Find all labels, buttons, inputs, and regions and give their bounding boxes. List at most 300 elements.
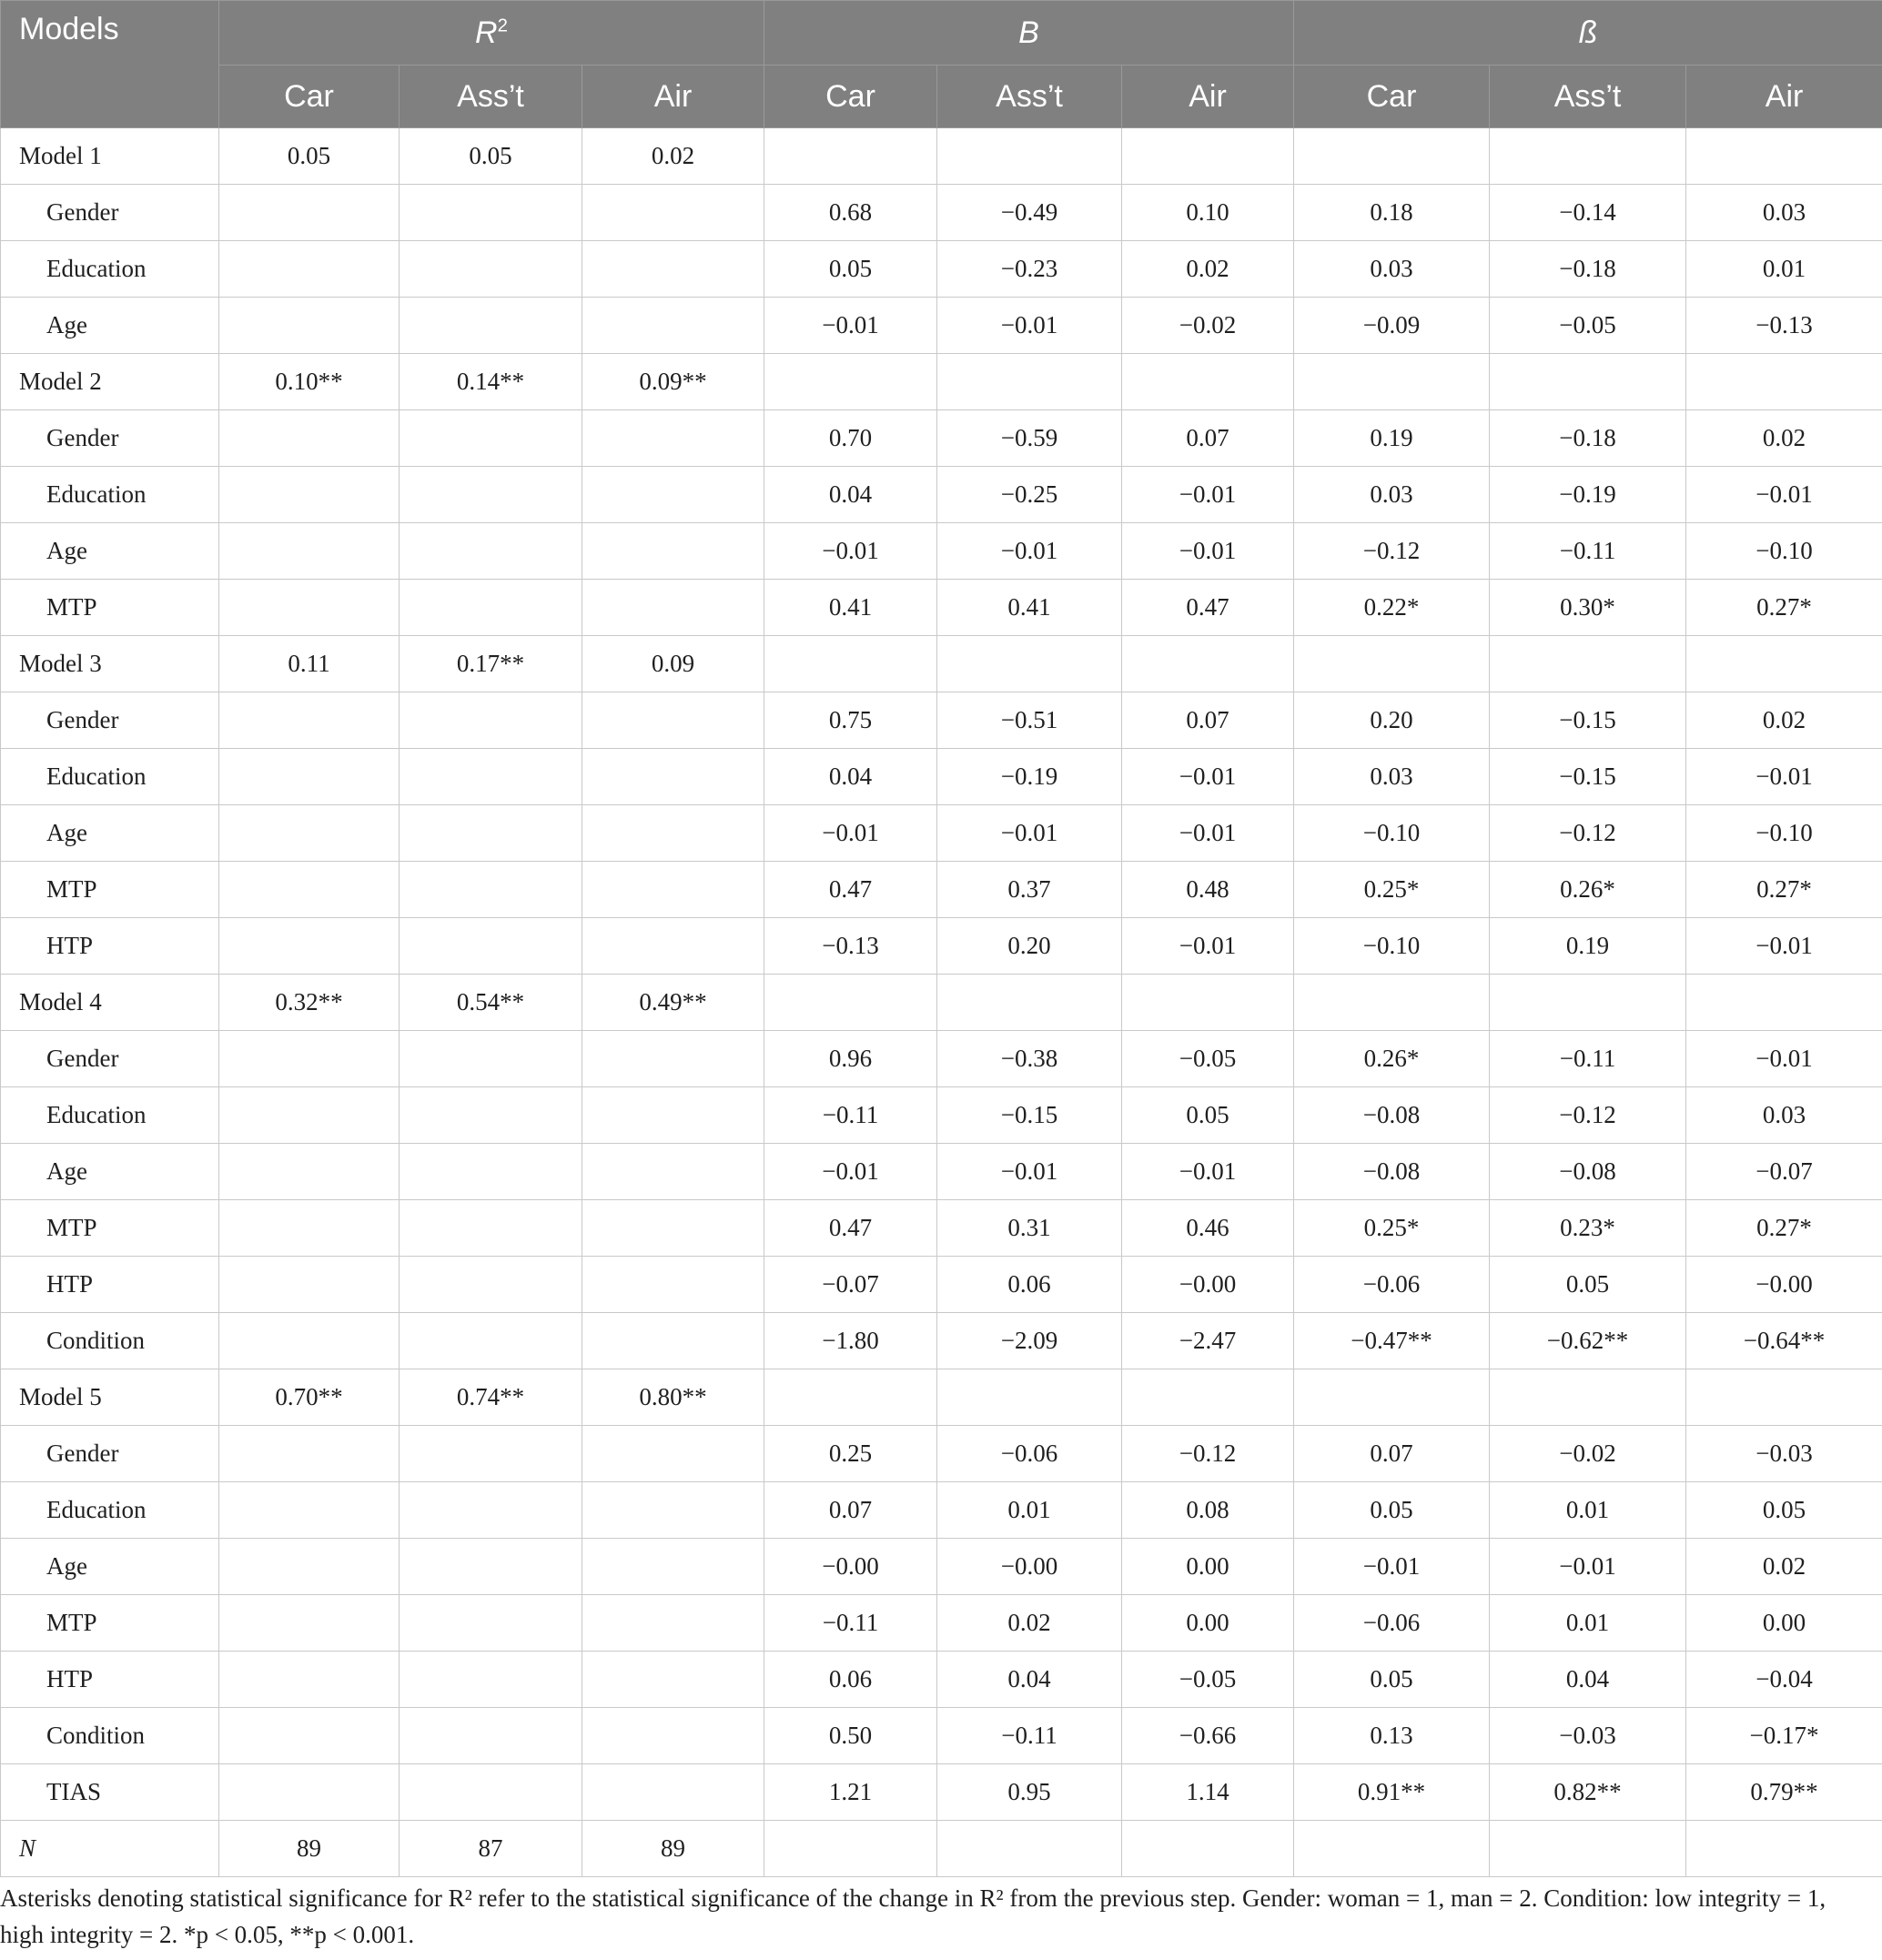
b-cell: −0.15 [937, 1087, 1122, 1144]
r2-cell [219, 749, 400, 805]
b-cell: 0.75 [764, 692, 937, 749]
row-label: Education [1, 1087, 219, 1144]
r2-cell: 0.70** [219, 1369, 400, 1426]
beta-cell: −0.01 [1490, 1539, 1686, 1595]
row-label: N [1, 1821, 219, 1877]
b-cell: 0.00 [1122, 1539, 1294, 1595]
r2-cell [400, 805, 582, 862]
b-cell: 0.04 [764, 749, 937, 805]
subcolumn-air: Air [582, 66, 764, 128]
r2-cell [400, 1313, 582, 1369]
r2-cell [400, 1144, 582, 1200]
r2-cell [400, 1257, 582, 1313]
r2-cell: 0.09** [582, 354, 764, 410]
group-label: B [1018, 15, 1039, 50]
model-row [1, 636, 1882, 692]
row-label: Model 3 [1, 636, 219, 692]
r2-cell: 0.05 [219, 128, 400, 185]
r2-cell: 0.02 [582, 128, 764, 185]
r2-cell [582, 1144, 764, 1200]
b-cell: −1.80 [764, 1313, 937, 1369]
subcolumn-asst: Ass’t [1490, 66, 1686, 128]
row-label: HTP [1, 1257, 219, 1313]
b-cell: 0.07 [764, 1482, 937, 1539]
r2-cell [219, 523, 400, 580]
beta-cell: 0.03 [1294, 467, 1490, 523]
predictor-row [1, 1482, 1882, 1539]
model-row [1, 975, 1882, 1031]
r2-cell [219, 1031, 400, 1087]
r2-cell [219, 1539, 400, 1595]
b-cell: −0.01 [937, 523, 1122, 580]
r2-cell: 87 [400, 1821, 582, 1877]
r2-cell: 89 [219, 1821, 400, 1877]
b-cell [1122, 128, 1294, 185]
beta-cell [1294, 636, 1490, 692]
r2-cell [219, 298, 400, 354]
beta-cell: 0.05 [1686, 1482, 1882, 1539]
group-label: R [475, 15, 498, 50]
b-cell: −0.11 [937, 1708, 1122, 1764]
b-cell: 0.46 [1122, 1200, 1294, 1257]
beta-cell: −0.08 [1294, 1087, 1490, 1144]
beta-cell [1294, 1369, 1490, 1426]
r2-cell [400, 298, 582, 354]
beta-cell: 0.01 [1490, 1595, 1686, 1652]
row-label: Education [1, 241, 219, 298]
r2-cell [219, 1144, 400, 1200]
beta-cell: −0.03 [1490, 1708, 1686, 1764]
beta-cell: 0.02 [1686, 692, 1882, 749]
beta-cell: −0.10 [1294, 805, 1490, 862]
beta-cell: −0.11 [1490, 523, 1686, 580]
b-cell: −0.01 [1122, 805, 1294, 862]
r2-cell [400, 1087, 582, 1144]
b-cell: −2.47 [1122, 1313, 1294, 1369]
b-cell: −0.19 [937, 749, 1122, 805]
subcolumn-asst: Ass’t [400, 66, 582, 128]
beta-cell: −0.07 [1686, 1144, 1882, 1200]
r2-cell [219, 467, 400, 523]
beta-cell: 0.26* [1294, 1031, 1490, 1087]
beta-cell: 0.05 [1294, 1652, 1490, 1708]
beta-cell: −0.15 [1490, 692, 1686, 749]
predictor-row [1, 1200, 1882, 1257]
beta-cell [1294, 975, 1490, 1031]
r2-cell [219, 805, 400, 862]
table-footnote: Asterisks denoting statistical significance for R² refer to the statistical significance of the change in R² from the previous step. Gender: woman = 1, man = 2. Condition: low integrity = 1, high integrity = 2. *p < 0.05, **p < 0.001. [0, 1884, 1826, 1948]
b-cell [937, 1369, 1122, 1426]
row-label: Model 4 [1, 975, 219, 1031]
b-cell: 0.41 [764, 580, 937, 636]
beta-cell: 0.82** [1490, 1764, 1686, 1821]
b-cell [764, 636, 937, 692]
b-cell: 0.96 [764, 1031, 937, 1087]
r2-cell [582, 1257, 764, 1313]
b-cell [764, 1821, 937, 1877]
row-label: Condition [1, 1313, 219, 1369]
b-cell: 0.01 [937, 1482, 1122, 1539]
r2-cell [582, 185, 764, 241]
r2-cell [582, 1539, 764, 1595]
row-label: Age [1, 523, 219, 580]
beta-cell: 0.79** [1686, 1764, 1882, 1821]
b-cell: −0.11 [764, 1087, 937, 1144]
b-cell: 0.70 [764, 410, 937, 467]
subcolumn-air: Air [1686, 66, 1882, 128]
row-label: Age [1, 1144, 219, 1200]
row-label: Gender [1, 185, 219, 241]
r2-cell: 0.54** [400, 975, 582, 1031]
b-cell: −0.00 [764, 1539, 937, 1595]
beta-cell: 0.30* [1490, 580, 1686, 636]
b-cell: 0.41 [937, 580, 1122, 636]
b-cell: −0.05 [1122, 1031, 1294, 1087]
predictor-row [1, 1144, 1882, 1200]
r2-cell [582, 862, 764, 918]
beta-cell [1490, 1821, 1686, 1877]
b-cell: 0.10 [1122, 185, 1294, 241]
predictor-row [1, 185, 1882, 241]
predictor-row [1, 241, 1882, 298]
r2-cell [400, 467, 582, 523]
b-cell: 0.04 [764, 467, 937, 523]
row-label: TIAS [1, 1764, 219, 1821]
r2-cell [400, 1200, 582, 1257]
beta-cell [1490, 975, 1686, 1031]
b-cell: −0.01 [937, 805, 1122, 862]
r2-cell [219, 1482, 400, 1539]
row-label: MTP [1, 862, 219, 918]
b-cell [1122, 1821, 1294, 1877]
b-cell: −0.01 [764, 805, 937, 862]
beta-cell: 0.20 [1294, 692, 1490, 749]
beta-cell [1686, 636, 1882, 692]
row-label: Model 1 [1, 128, 219, 185]
beta-cell: 0.03 [1686, 185, 1882, 241]
beta-cell [1294, 354, 1490, 410]
beta-cell: 0.03 [1686, 1087, 1882, 1144]
sample-size-row [1, 1821, 1882, 1877]
b-cell: −0.01 [1122, 749, 1294, 805]
r2-cell [219, 918, 400, 975]
b-cell [937, 1821, 1122, 1877]
beta-group-header [1294, 1, 1882, 66]
b-cell: −0.01 [937, 1144, 1122, 1200]
r2-cell [219, 692, 400, 749]
models-column-header: Models [1, 1, 219, 128]
r2-cell [400, 1764, 582, 1821]
r2-cell: 0.32** [219, 975, 400, 1031]
beta-cell: 0.26* [1490, 862, 1686, 918]
subcolumn-car: Car [219, 66, 400, 128]
b-cell: −0.51 [937, 692, 1122, 749]
beta-cell: −0.18 [1490, 241, 1686, 298]
b-cell: −0.38 [937, 1031, 1122, 1087]
r2-cell [400, 862, 582, 918]
b-cell: 0.05 [764, 241, 937, 298]
b-cell: 0.02 [1122, 241, 1294, 298]
r2-cell: 0.14** [400, 354, 582, 410]
beta-cell: −0.19 [1490, 467, 1686, 523]
b-cell: −0.05 [1122, 1652, 1294, 1708]
beta-cell: 0.05 [1294, 1482, 1490, 1539]
beta-cell: −0.10 [1686, 805, 1882, 862]
b-cell: 0.02 [937, 1595, 1122, 1652]
b-cell: −0.11 [764, 1595, 937, 1652]
row-label: Gender [1, 1426, 219, 1482]
r2-cell [400, 1595, 582, 1652]
predictor-row [1, 1313, 1882, 1369]
r2-cell [400, 185, 582, 241]
beta-cell: −0.01 [1686, 467, 1882, 523]
row-label: Model 2 [1, 354, 219, 410]
predictor-row [1, 298, 1882, 354]
predictor-row [1, 1708, 1882, 1764]
r2-cell [400, 749, 582, 805]
beta-cell: −0.10 [1294, 918, 1490, 975]
beta-cell: −0.01 [1686, 918, 1882, 975]
model-row [1, 354, 1882, 410]
r2-cell [400, 1426, 582, 1482]
b-cell [1122, 975, 1294, 1031]
beta-cell: 0.27* [1686, 862, 1882, 918]
b-cell: 1.21 [764, 1764, 937, 1821]
beta-cell: −0.01 [1686, 1031, 1882, 1087]
b-cell: −0.00 [1122, 1257, 1294, 1313]
b-cell [937, 128, 1122, 185]
b-cell: 0.06 [764, 1652, 937, 1708]
table-header [1, 1, 1882, 128]
r2-cell [219, 410, 400, 467]
b-cell: 0.50 [764, 1708, 937, 1764]
r2-cell [582, 1764, 764, 1821]
row-label: MTP [1, 1595, 219, 1652]
r2-cell: 0.10** [219, 354, 400, 410]
predictor-row [1, 1539, 1882, 1595]
beta-cell [1490, 354, 1686, 410]
r2-cell [400, 918, 582, 975]
r2-cell [582, 580, 764, 636]
b-cell: −0.01 [1122, 523, 1294, 580]
beta-cell: 0.19 [1490, 918, 1686, 975]
row-label: MTP [1, 580, 219, 636]
beta-cell: 0.91** [1294, 1764, 1490, 1821]
beta-cell: 0.07 [1294, 1426, 1490, 1482]
predictor-row [1, 580, 1882, 636]
r2-cell: 0.74** [400, 1369, 582, 1426]
subcolumn-car: Car [764, 66, 937, 128]
r2-cell: 0.11 [219, 636, 400, 692]
b-cell [937, 636, 1122, 692]
predictor-row [1, 1031, 1882, 1087]
predictor-row [1, 523, 1882, 580]
model-row [1, 1369, 1882, 1426]
b-cell: 0.20 [937, 918, 1122, 975]
b-cell [1122, 636, 1294, 692]
row-label: Education [1, 749, 219, 805]
row-label: Age [1, 298, 219, 354]
b-cell: 0.47 [764, 1200, 937, 1257]
r2-cell [582, 1200, 764, 1257]
row-label: Education [1, 467, 219, 523]
r2-cell [582, 1031, 764, 1087]
beta-cell: −0.01 [1686, 749, 1882, 805]
beta-cell: −0.05 [1490, 298, 1686, 354]
r2-cell: 0.17** [400, 636, 582, 692]
b-cell: 0.31 [937, 1200, 1122, 1257]
b-cell: −0.49 [937, 185, 1122, 241]
model-row [1, 128, 1882, 185]
beta-cell: −0.12 [1294, 523, 1490, 580]
r2-cell [219, 241, 400, 298]
b-cell: 0.37 [937, 862, 1122, 918]
r2-cell [582, 298, 764, 354]
r2-cell [582, 692, 764, 749]
predictor-row [1, 1652, 1882, 1708]
b-cell: 0.95 [937, 1764, 1122, 1821]
beta-cell: −0.01 [1294, 1539, 1490, 1595]
r2-cell [219, 1200, 400, 1257]
predictor-row [1, 1426, 1882, 1482]
beta-cell: 0.03 [1294, 749, 1490, 805]
r2-cell [219, 1087, 400, 1144]
r2-cell: 0.80** [582, 1369, 764, 1426]
b-cell: 0.48 [1122, 862, 1294, 918]
beta-cell: 0.04 [1490, 1652, 1686, 1708]
beta-cell: −0.14 [1490, 185, 1686, 241]
b-cell: 0.25 [764, 1426, 937, 1482]
b-cell: 0.05 [1122, 1087, 1294, 1144]
predictor-row [1, 918, 1882, 975]
r2-cell: 0.49** [582, 975, 764, 1031]
row-label: Age [1, 1539, 219, 1595]
beta-cell: 0.00 [1686, 1595, 1882, 1652]
b-cell: 0.07 [1122, 410, 1294, 467]
row-label: Gender [1, 410, 219, 467]
r2-cell [219, 1652, 400, 1708]
b-cell: 0.04 [937, 1652, 1122, 1708]
row-label: Condition [1, 1708, 219, 1764]
beta-cell: −0.08 [1294, 1144, 1490, 1200]
r2-cell [400, 692, 582, 749]
beta-cell [1686, 1369, 1882, 1426]
beta-cell [1686, 975, 1882, 1031]
row-label: Gender [1, 1031, 219, 1087]
r2-cell [582, 1087, 764, 1144]
beta-cell [1490, 636, 1686, 692]
beta-cell: 0.22* [1294, 580, 1490, 636]
b-cell: −0.01 [1122, 467, 1294, 523]
r2-cell [219, 1764, 400, 1821]
beta-cell: 0.01 [1686, 241, 1882, 298]
beta-cell: −0.06 [1294, 1595, 1490, 1652]
beta-cell: −0.10 [1686, 523, 1882, 580]
r2-cell [582, 1426, 764, 1482]
r2-cell [400, 523, 582, 580]
beta-cell: −0.04 [1686, 1652, 1882, 1708]
beta-cell: −0.13 [1686, 298, 1882, 354]
b-cell [937, 354, 1122, 410]
beta-cell: 0.03 [1294, 241, 1490, 298]
r2-cell [582, 467, 764, 523]
table-body [1, 128, 1882, 1877]
predictor-row [1, 692, 1882, 749]
beta-cell: −0.15 [1490, 749, 1686, 805]
predictor-row [1, 410, 1882, 467]
r2-cell [219, 1257, 400, 1313]
beta-cell: 0.19 [1294, 410, 1490, 467]
row-label: Age [1, 805, 219, 862]
beta-cell: −0.12 [1490, 805, 1686, 862]
b-cell [1122, 354, 1294, 410]
b-cell: 0.06 [937, 1257, 1122, 1313]
b-cell: −0.13 [764, 918, 937, 975]
group-label: ß [1578, 15, 1598, 50]
b-cell: −2.09 [937, 1313, 1122, 1369]
predictor-row [1, 805, 1882, 862]
beta-cell: 0.25* [1294, 862, 1490, 918]
b-cell: 0.07 [1122, 692, 1294, 749]
r2-cell [582, 410, 764, 467]
r2-cell [582, 523, 764, 580]
beta-cell [1686, 1821, 1882, 1877]
header-subcolumn-row [1, 66, 1882, 128]
predictor-row [1, 1087, 1882, 1144]
beta-cell: −0.11 [1490, 1031, 1686, 1087]
predictor-row [1, 1257, 1882, 1313]
beta-cell: 0.25* [1294, 1200, 1490, 1257]
r2-cell [582, 918, 764, 975]
r2-cell [582, 241, 764, 298]
b-cell: −0.01 [764, 523, 937, 580]
predictor-row [1, 1764, 1882, 1821]
b-cell [937, 975, 1122, 1031]
r2-cell [219, 1426, 400, 1482]
b-cell [764, 128, 937, 185]
b-cell: −0.66 [1122, 1708, 1294, 1764]
b-cell: −0.07 [764, 1257, 937, 1313]
beta-cell: −0.12 [1490, 1087, 1686, 1144]
r2-cell [582, 805, 764, 862]
r2-cell [582, 1482, 764, 1539]
predictor-row [1, 1595, 1882, 1652]
r2-cell [219, 862, 400, 918]
beta-cell: −0.00 [1686, 1257, 1882, 1313]
r2-cell [400, 1031, 582, 1087]
b-cell: 1.14 [1122, 1764, 1294, 1821]
r2-cell [219, 1313, 400, 1369]
beta-cell: −0.18 [1490, 410, 1686, 467]
beta-cell: −0.62** [1490, 1313, 1686, 1369]
r2-cell [219, 580, 400, 636]
b-cell: −0.01 [764, 298, 937, 354]
r2-cell [400, 1482, 582, 1539]
b-cell: −0.00 [937, 1539, 1122, 1595]
r2-cell [219, 1595, 400, 1652]
r2-cell: 0.09 [582, 636, 764, 692]
beta-cell: 0.02 [1686, 410, 1882, 467]
beta-cell [1686, 354, 1882, 410]
beta-cell [1490, 128, 1686, 185]
b-cell: −0.12 [1122, 1426, 1294, 1482]
row-label: HTP [1, 1652, 219, 1708]
subcolumn-air: Air [1122, 66, 1294, 128]
group-superscript: 2 [497, 15, 508, 36]
beta-cell [1294, 1821, 1490, 1877]
b-cell: 0.00 [1122, 1595, 1294, 1652]
beta-cell: 0.27* [1686, 580, 1882, 636]
